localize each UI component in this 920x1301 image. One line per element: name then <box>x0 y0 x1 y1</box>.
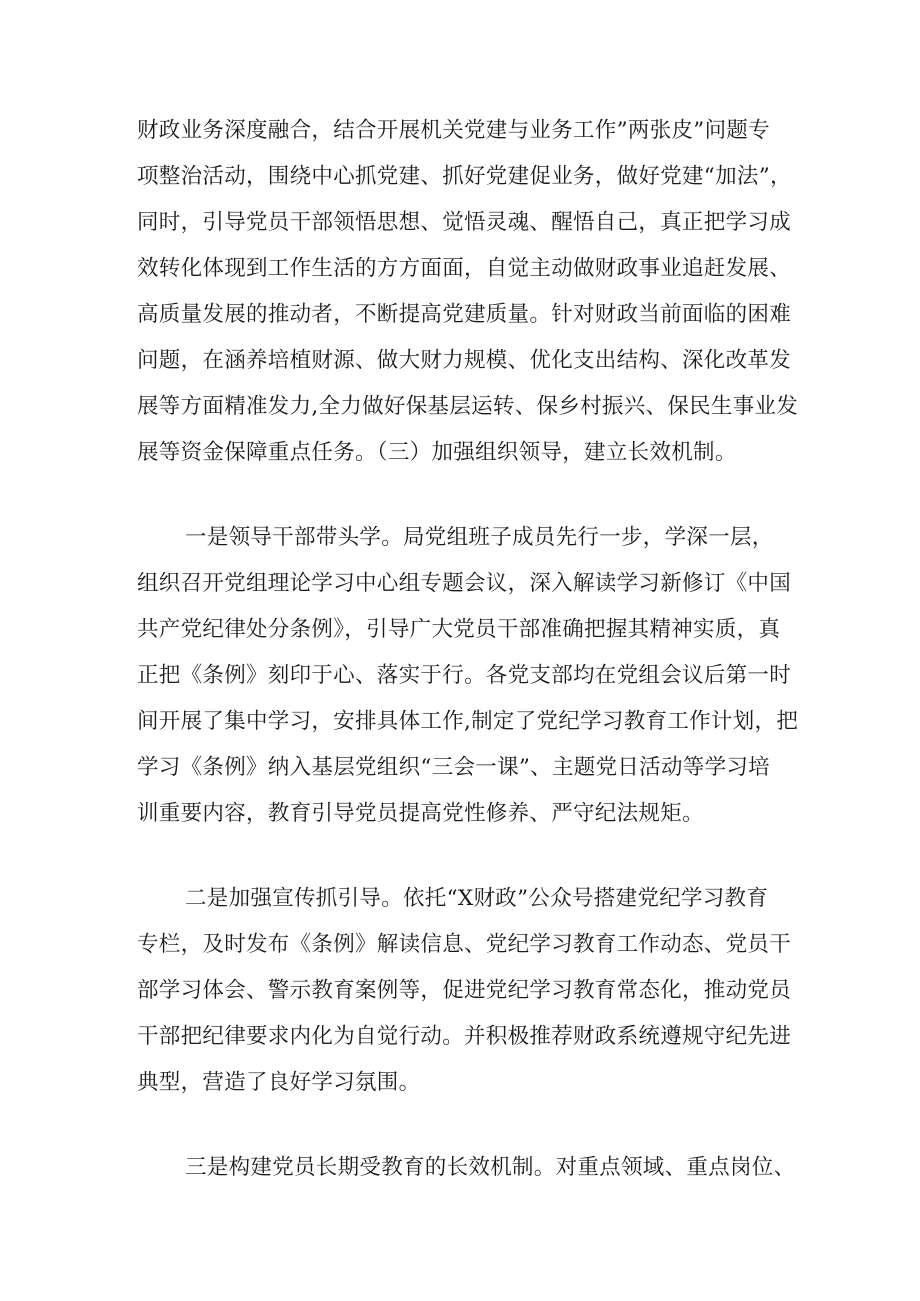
text-line: 一是领导干部带头学。局党组班子成员先行一步，学深一层， <box>185 525 774 550</box>
text-line: 典型，营造了良好学习氛围。 <box>137 1070 421 1095</box>
text-line: 二是加强宣传抓引导。依托“X财政”公众号搭建党纪学习教育 <box>185 886 769 911</box>
text-line: 三是构建党员长期受教育的长效机制。对重点领域、重点岗位、 <box>185 1155 796 1180</box>
text-line: 效转化体现到工作生活的方方面面，自觉主动做财政事业追赶发展、 <box>137 256 792 281</box>
text-line: 财政业务深度融合，结合开展机关党建与业务工作”两张皮”问题专 <box>137 118 770 143</box>
text-line: 正把《条例》刻印于心、落实于行。各党支部均在党组会议后第一时 <box>137 663 792 688</box>
text-line: 组织召开党组理论学习中心组专题会议，深入解读学习新修订《中国 <box>137 571 792 596</box>
text-line: 展等方面精准发力,全力做好保基层运转、保乡村振兴、保民生事业发 <box>137 394 799 419</box>
paragraph-continuation <box>137 108 797 476</box>
paragraph-publicity <box>137 876 797 1106</box>
text-line: 问题，在涵养培植财源、做大财力规模、优化支出结构、深化改革发 <box>137 348 792 373</box>
text-line: 间开展了集中学习，安排具体工作,制定了党纪学习教育工作计划，把 <box>137 709 799 734</box>
text-line: 共产党纪律处分条例》，引导广大党员干部准确把握其精神实质，真 <box>137 617 781 642</box>
paragraph-long-term-mechanism <box>137 1145 797 1191</box>
paragraph-leaders-study <box>137 515 797 837</box>
text-line: 项整治活动，围绕中心抓党建、抓好党建促业务，做好党建“加法”， <box>137 164 792 189</box>
text-line: 训重要内容，教育引导党员提高党性修养、严守纪法规矩。 <box>137 801 704 826</box>
text-line: 学习《条例》纳入基层党组织“三会一课”、主题党日活动等学习培 <box>137 755 770 780</box>
text-line: 专栏，及时发布《条例》解读信息、党纪学习教育工作动态、党员干 <box>137 932 792 957</box>
text-line: 干部把纪律要求内化为自觉行动。并积极推荐财政系统遵规守纪先进 <box>137 1024 792 1049</box>
text-line: 高质量发展的推动者，不断提高党建质量。针对财政当前面临的困难 <box>137 302 792 327</box>
text-line: 部学习体会、警示教育案例等，促进党纪学习教育常态化，推动党员 <box>137 978 792 1003</box>
text-line: 同时，引导党员干部领悟思想、觉悟灵魂、醒悟自己，真正把学习成 <box>137 210 792 235</box>
text-line: 展等资金保障重点任务。（三）加强组织领导，建立长效机制。 <box>137 440 737 465</box>
